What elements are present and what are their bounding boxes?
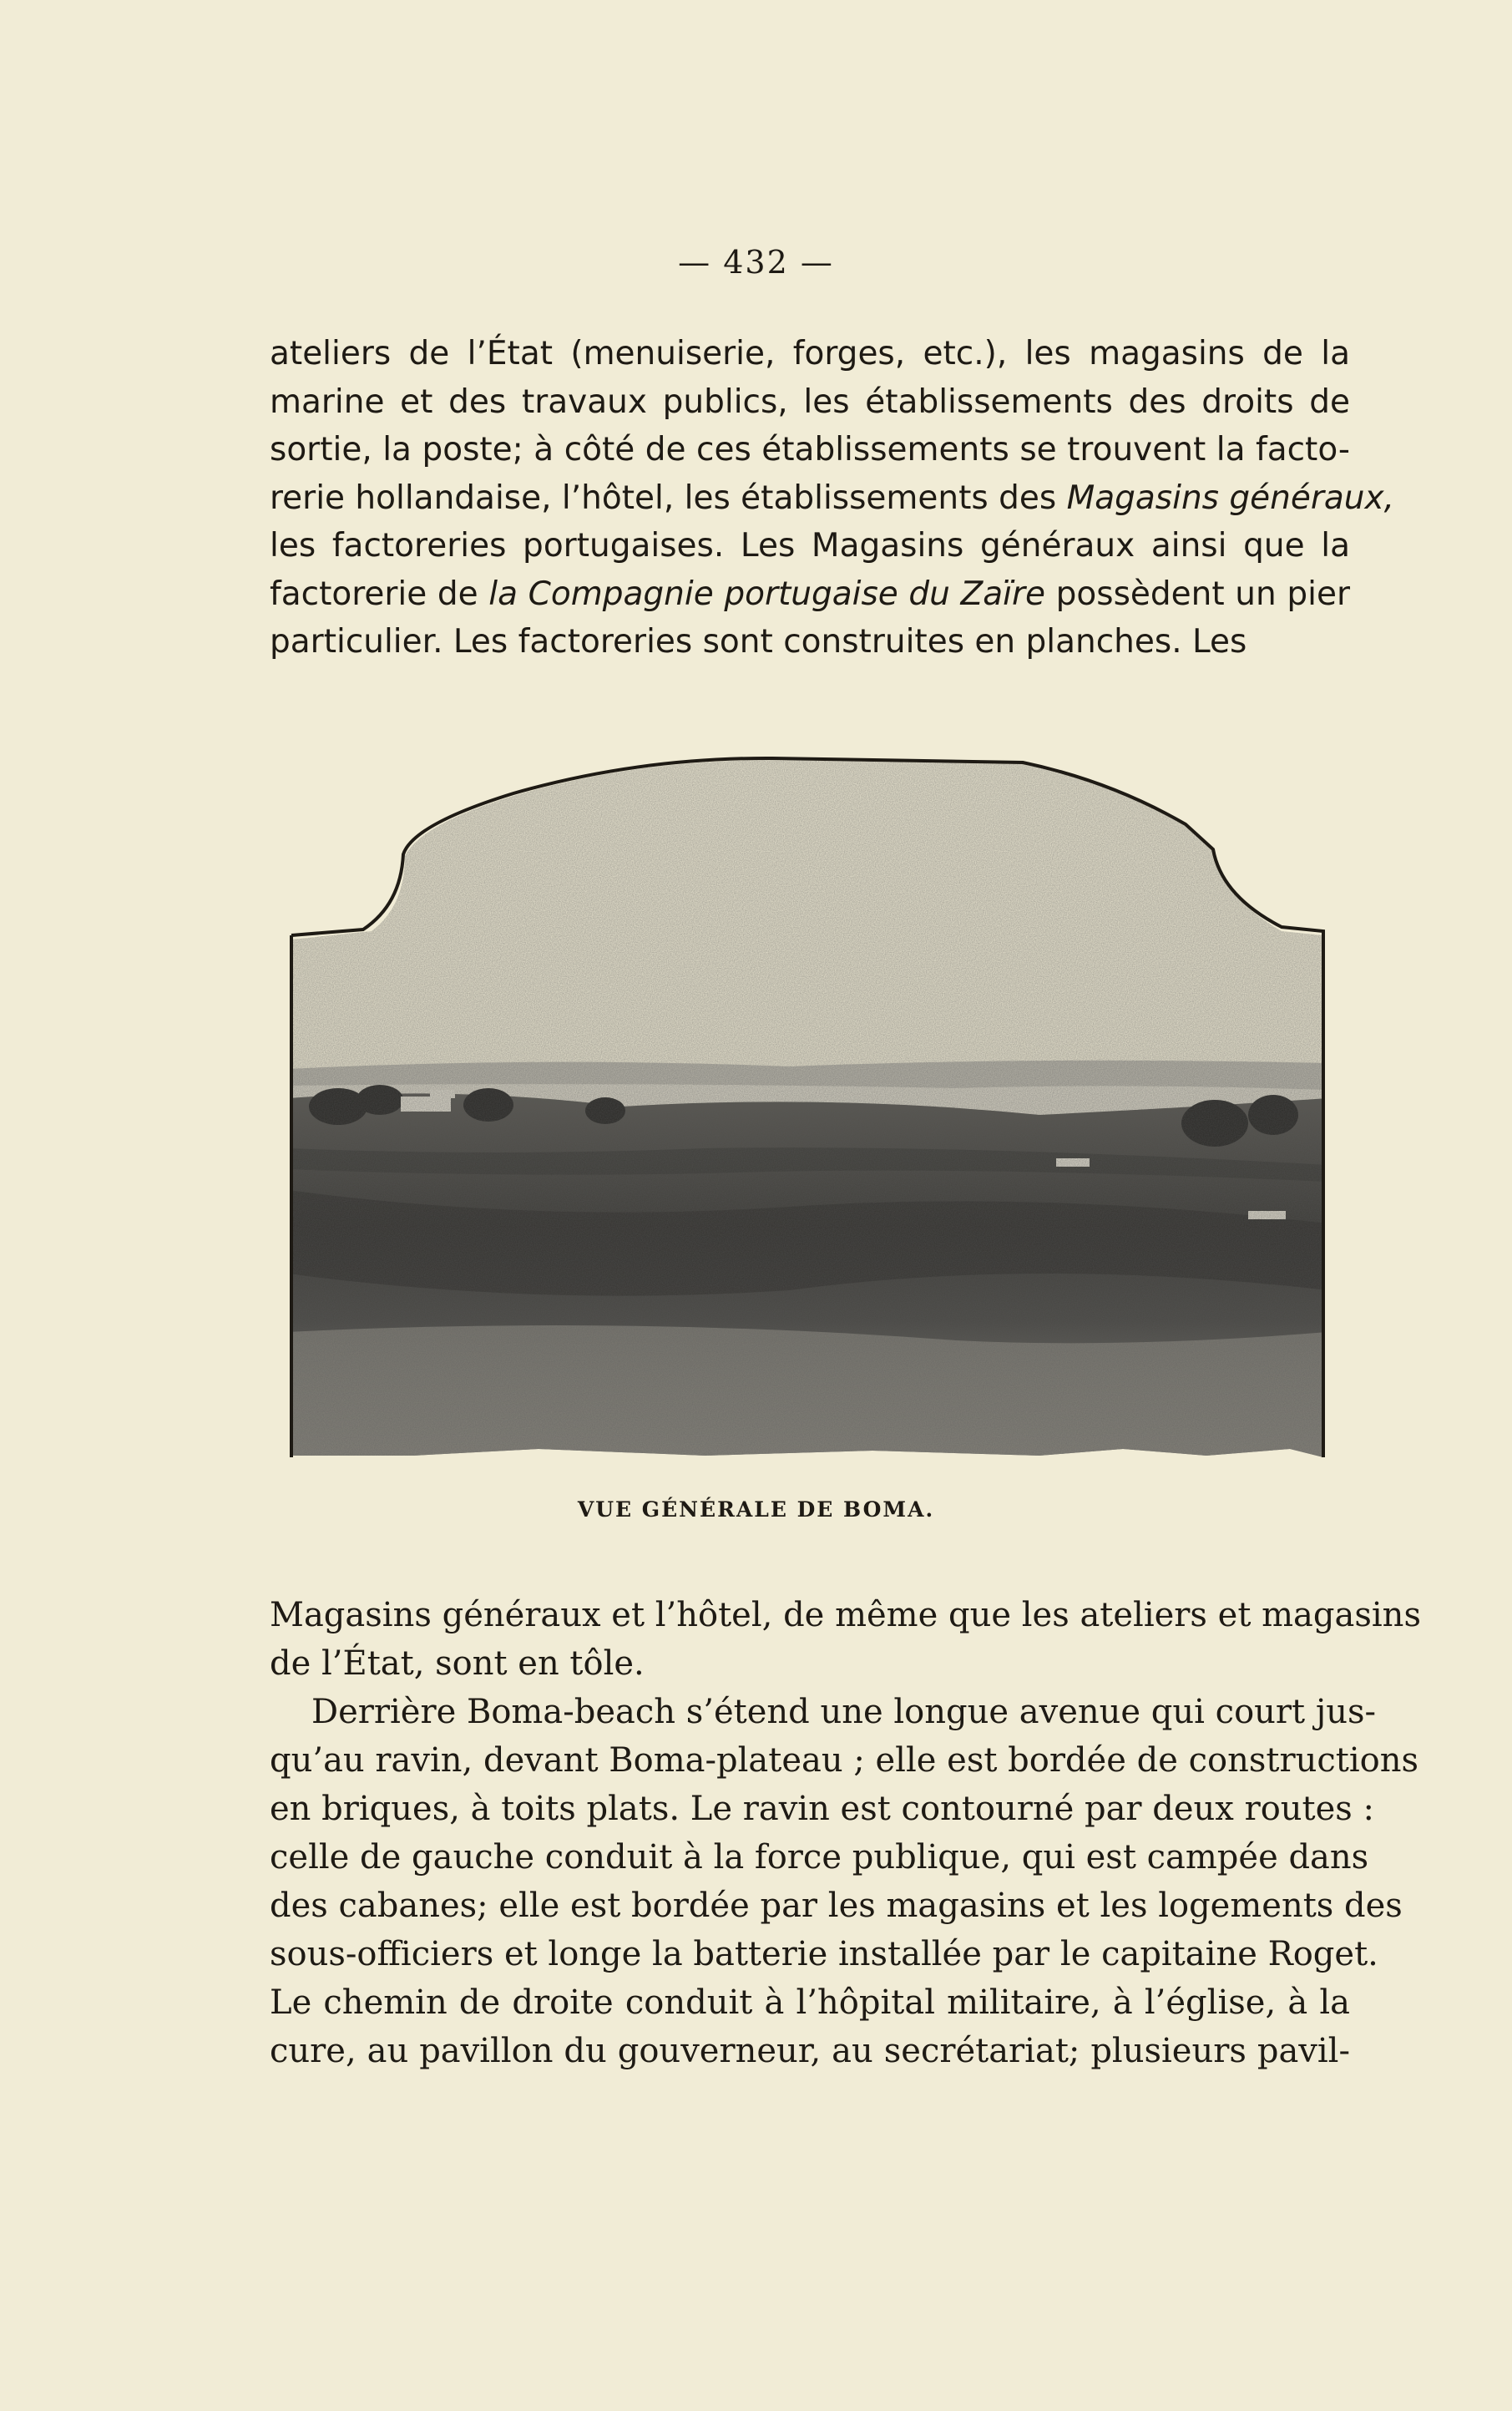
bottom-paragraph	[270, 1591, 1421, 2075]
text-line	[270, 474, 1394, 523]
text-fragment: rerie hollandaise, l’hôtel, les établissements des	[270, 479, 1067, 517]
text-fragment: factorerie de	[270, 575, 489, 613]
text-line: ateliers de l’État (menuiserie, forges, etc.), les magasins de la	[270, 335, 1350, 372]
text-line: sous-officiers et longe la batterie installée par le capitaine Roget.	[270, 1935, 1378, 1973]
italic-text: la Compagnie portugaise du Zaïre	[488, 575, 1046, 613]
text-line: Derrière Boma-beach s’étend une longue avenue qui court jus-	[311, 1693, 1377, 1731]
boma-landscape-photo	[288, 756, 1327, 1474]
text-line	[270, 570, 1350, 619]
text-fragment: possèdent un pier	[1045, 575, 1350, 613]
text-line: en briques, à toits plats. Le ravin est contourné par deux routes :	[270, 1790, 1375, 1828]
page-number: — 432 —	[678, 244, 834, 281]
top-paragraph	[270, 330, 1394, 666]
text-line: cure, au pavillon du gouverneur, au secrétariat; plusieurs pavil-	[270, 2032, 1350, 2070]
figure-caption: VUE GÉNÉRALE DE BOMA.	[577, 1497, 935, 1522]
text-line: les factoreries portugaises. Les Magasins généraux ainsi que la	[270, 527, 1350, 565]
text-line: marine et des travaux publics, les établissements des droits de	[270, 382, 1350, 421]
text-line: Le chemin de droite conduit à l’hôpital militaire, à l’église, à la	[270, 1983, 1350, 2022]
text-line: Magasins généraux et l’hôtel, de même que les ateliers et magasins	[270, 1596, 1421, 1634]
text-line: qu’au ravin, devant Boma-plateau ; elle est bordée de constructions	[270, 1741, 1418, 1780]
italic-text: Magasins généraux,	[1066, 479, 1394, 517]
text-line: sortie, la poste; à côté de ces établissements se trouvent la facto-	[270, 431, 1350, 469]
text-line: particulier. Les factoreries sont construites en planches. Les	[270, 623, 1247, 661]
text-line: des cabanes; elle est bordée par les magasins et les logements des	[270, 1887, 1403, 1925]
text-line: celle de gauche conduit à la force publique, qui est campée dans	[270, 1838, 1369, 1877]
text-line: de l’État, sont en tôle.	[270, 1644, 645, 1683]
